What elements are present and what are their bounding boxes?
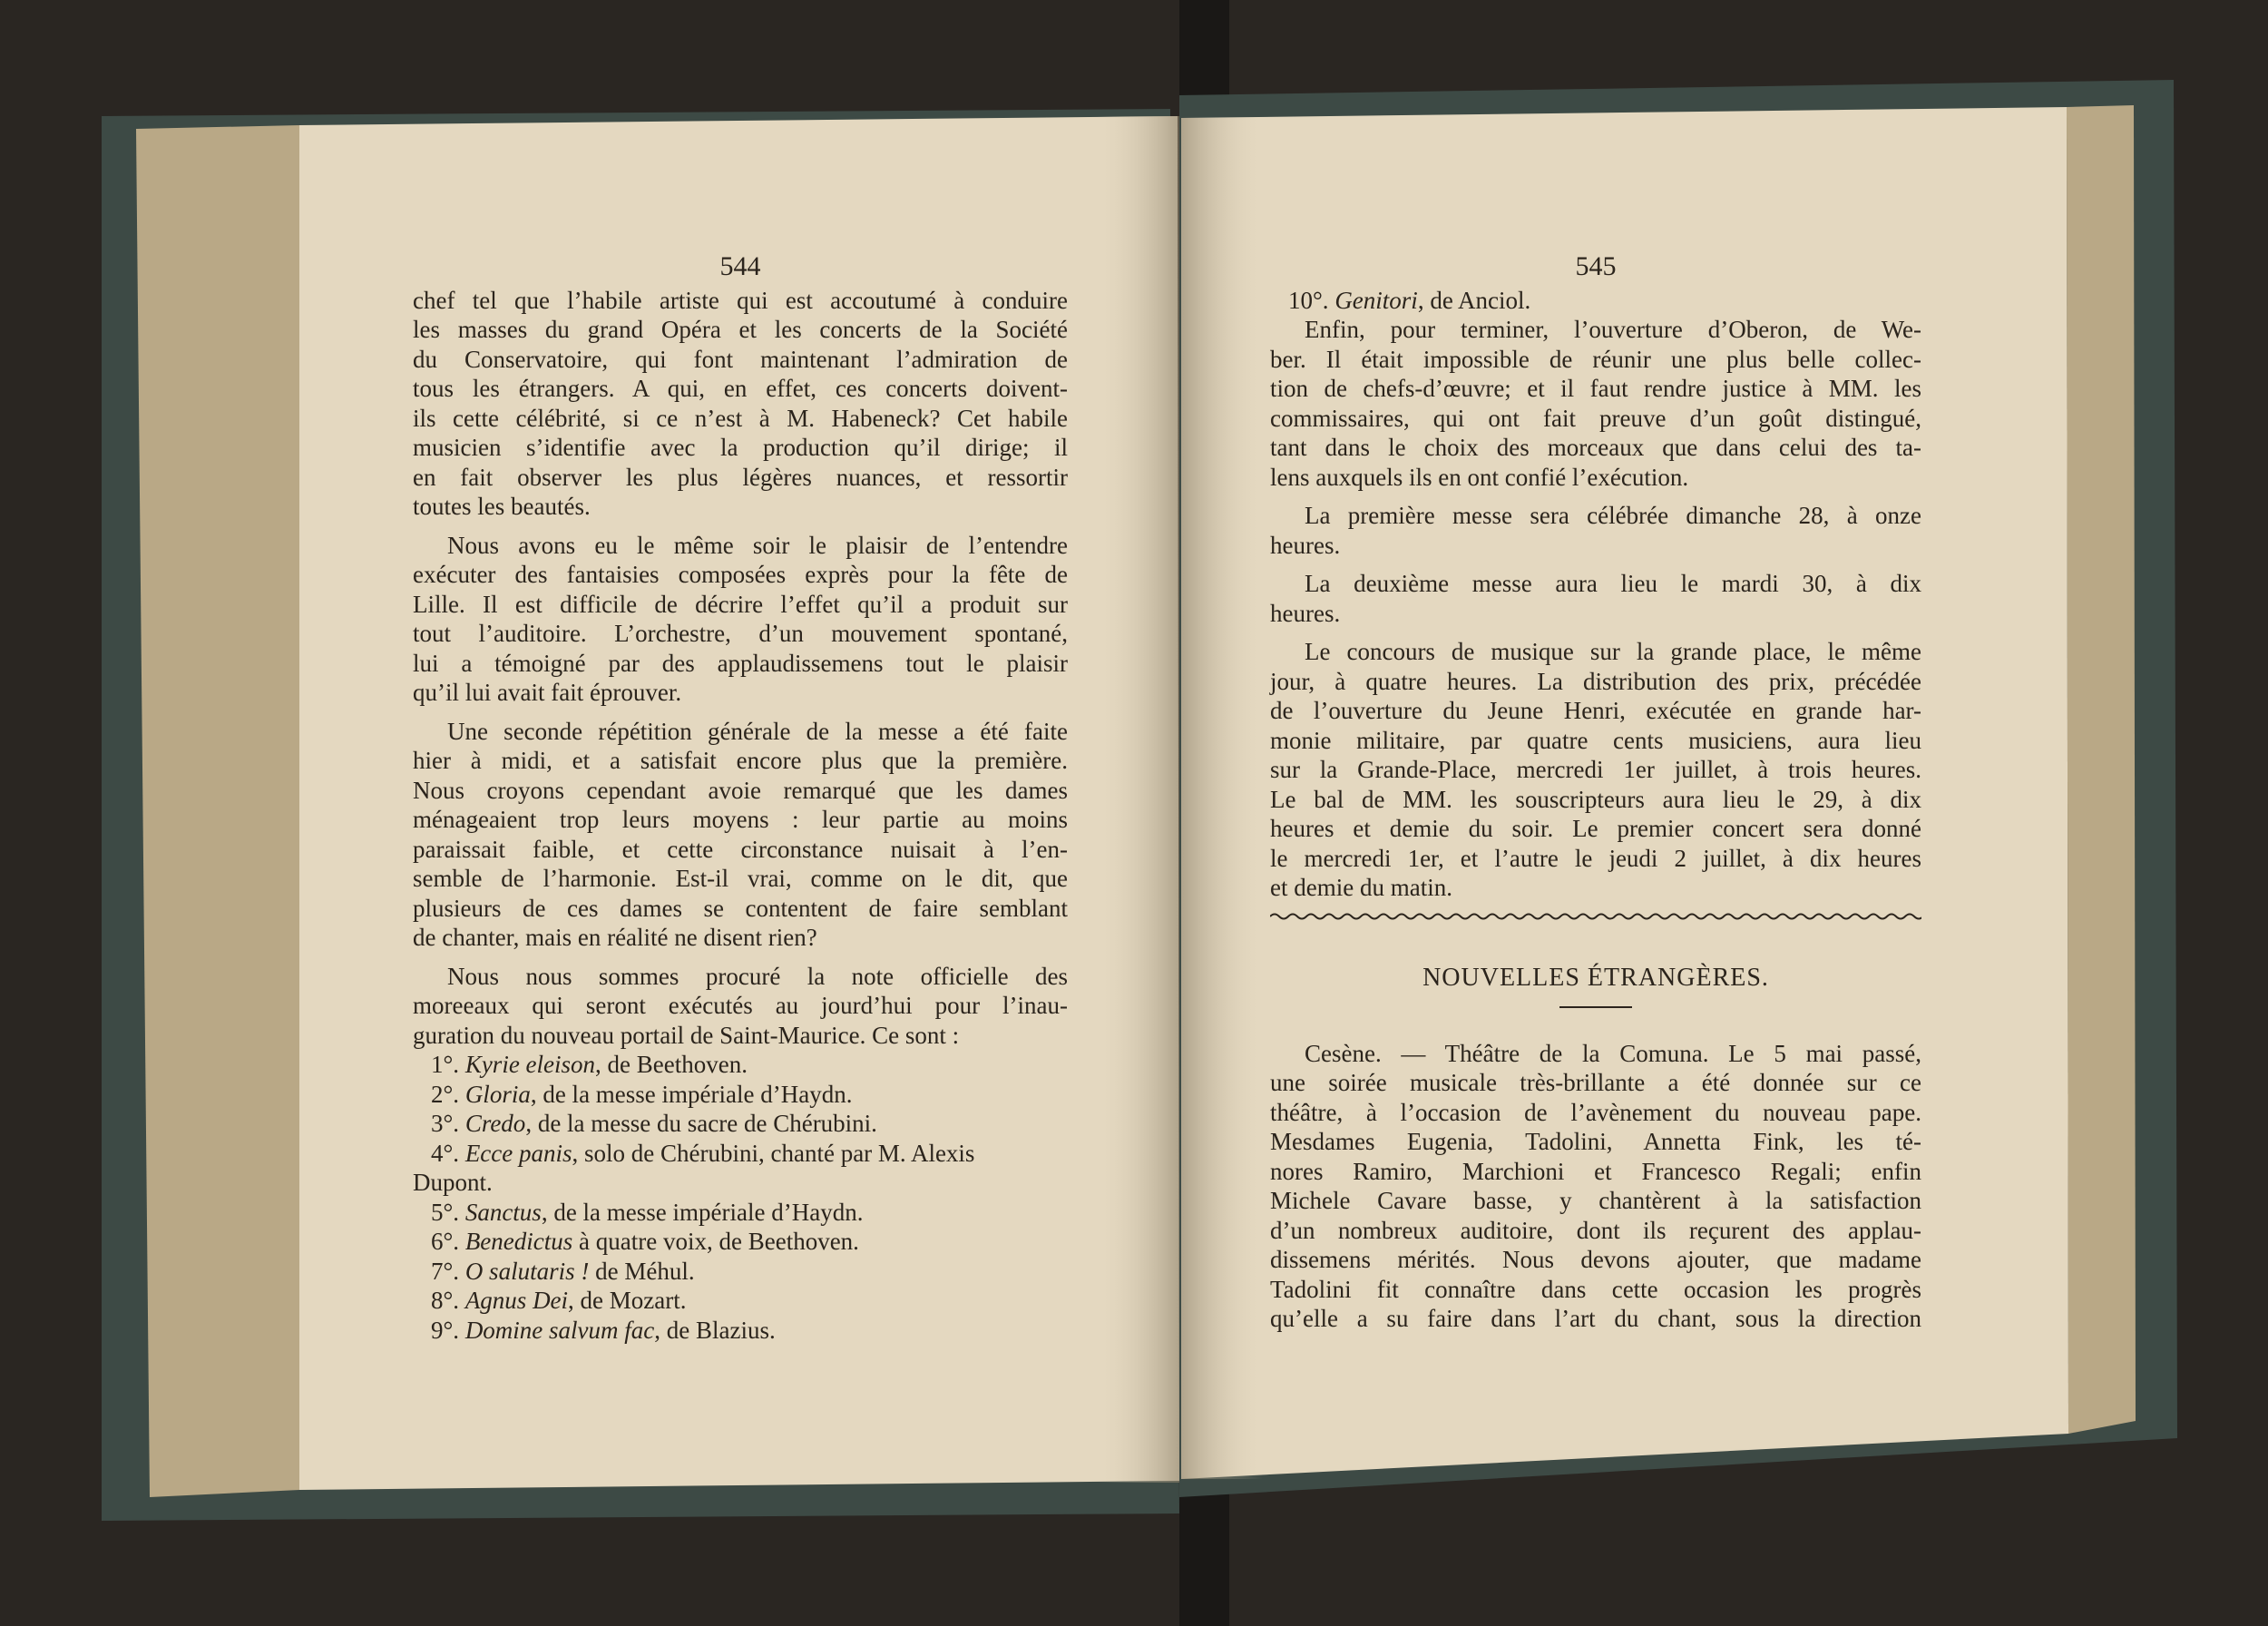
work-title: Genitori: [1334, 286, 1418, 314]
list-number: 1°.: [431, 1051, 465, 1078]
text-line: de l’ouverture du Jeune Henri, exécutée en grande har-: [1270, 697, 1921, 724]
list-number: 2°.: [431, 1080, 465, 1108]
text-line: le mercredi 1er, et l’autre le jeudi 2 juillet, à dix heures: [1270, 844, 1921, 872]
text-line: moreeaux qui seront exécutés au jourd’hui pour l’inau-: [413, 992, 1068, 1019]
text-line: semble de l’harmonie. Est-il vrai, comme on le dit, que: [413, 865, 1068, 892]
text-line: Mesdames Eugenia, Tadolini, Annetta Fink, les té-: [1270, 1128, 1921, 1155]
text-line: paraissait faible, et cette circonstance nuisait à l’en-: [413, 835, 1068, 863]
right-paragraph-5: [1270, 1039, 1921, 1334]
text-line: Tadolini fit connaître dans cette occasion les progrès: [1270, 1275, 1921, 1303]
list-detail: , de Blazius.: [654, 1316, 776, 1344]
list-detail: , de la messe du sacre de Chérubini.: [525, 1110, 877, 1137]
text-line: La deuxième messe aura lieu le mardi 30, à dix: [1305, 570, 1921, 597]
right-page-edges: [2067, 105, 2136, 1434]
text-line: théâtre, à l’occasion de l’avènement du nouveau pape.: [1270, 1098, 1921, 1126]
list-detail: , de la messe impériale d’Haydn.: [541, 1198, 864, 1226]
list-detail: de Méhul.: [589, 1257, 695, 1285]
work-title: O salutaris !: [464, 1257, 590, 1285]
right-first-item: [1270, 286, 1921, 316]
text-line: Le bal de MM. les souscripteurs aura lieu le 29, à dix: [1270, 785, 1921, 813]
text-line: heures.: [1270, 599, 1341, 627]
list-number: 6°.: [431, 1228, 465, 1255]
right-page-text: [1270, 252, 1921, 1334]
text-line: qu’elle a su faire dans l’art du chant, sous la direction: [1270, 1305, 1921, 1332]
text-line: Nous avons eu le même soir le plaisir de l’entendre: [447, 531, 1068, 559]
text-line: Le concours de musique sur la grande place, le même: [1305, 638, 1921, 665]
page-number-left: 544: [719, 251, 761, 281]
text-line: sur la Grande-Place, mercredi 1er juillet, à trois heures.: [1270, 756, 1921, 783]
list-detail: , de Beethoven.: [595, 1051, 748, 1078]
right-paragraph-1: [1270, 315, 1921, 492]
list-item: Dupont.: [413, 1169, 493, 1196]
short-rule: [1559, 1006, 1632, 1008]
text-line: tion de chefs-d’œuvre; et il faut rendre justice à MM. les: [1270, 375, 1921, 402]
right-paragraph-4: [1270, 628, 1921, 903]
left-list: [413, 1050, 1068, 1345]
list-item: [413, 1139, 1068, 1169]
work-title: Kyrie eleison: [464, 1051, 596, 1078]
text-line: en fait observer les plus légères nuances, et ressortir: [413, 463, 1068, 491]
list-item: [413, 1316, 1068, 1346]
text-line: Lille. Il est difficile de décrire l’effet qu’il a produit sur: [413, 590, 1068, 618]
left-page-text: [413, 252, 1068, 1345]
page-number-right: 545: [1575, 251, 1617, 281]
text-line: et demie du matin.: [1270, 874, 1452, 901]
list-item: [413, 1109, 1068, 1139]
list-item: [413, 1227, 1068, 1257]
text-line: tous les étrangers. A qui, en effet, ces concerts doivent-: [413, 375, 1068, 402]
text-line: une soirée musicale très-brillante a été donnée sur ce: [1270, 1069, 1921, 1096]
right-paragraph-2: [1270, 492, 1921, 560]
list-item: [413, 1050, 1068, 1080]
work-title: Benedictus: [464, 1228, 573, 1255]
list-number: 5°.: [431, 1198, 465, 1226]
text-line: Nous nous sommes procuré la note officielle des: [447, 962, 1068, 990]
work-title: Gloria: [464, 1080, 531, 1108]
list-detail: , de Mozart.: [568, 1287, 687, 1314]
text-line: lui a témoigné par des applaudissemens tout le plaisir: [413, 649, 1068, 677]
list-detail: , de la messe impériale d’Haydn.: [530, 1080, 853, 1108]
list-number: 3°.: [431, 1110, 465, 1137]
text-line: jour, à quatre heures. La distribution des prix, précédée: [1270, 667, 1921, 695]
text-line: Michele Cavare basse, y chantèrent à la satisfaction: [1270, 1187, 1921, 1214]
text-line: dissemens mérités. Nous devons ajouter, que madame: [1270, 1246, 1921, 1273]
text-line: qu’il lui avait fait éprouver.: [413, 679, 682, 706]
work-title: Sanctus: [464, 1198, 542, 1226]
text-line: d’un nombreux auditoire, dont ils reçurent des applau-: [1270, 1216, 1921, 1244]
text-line: exécuter des fantaisies composées exprès pour la fête de: [413, 561, 1068, 588]
list-item: [413, 1257, 1068, 1287]
text-line: guration du nouveau portail de Saint-Maurice. Ce sont :: [413, 1021, 960, 1049]
text-line: Enfin, pour terminer, l’ouverture d’Oberon, de We-: [1305, 316, 1921, 343]
list-item: [413, 1286, 1068, 1316]
wavy-divider: [1270, 912, 1921, 921]
text-line: toutes les beautés.: [413, 493, 591, 520]
text-line: de chanter, mais en réalité ne disent rien?: [413, 924, 817, 951]
text-line: musicien s’identifie avec la production qu’il dirige; il: [413, 434, 1068, 461]
text-line: les masses du grand Opéra et les concerts de la Société: [413, 316, 1068, 343]
left-page-edges: [136, 125, 299, 1497]
text-line: ber. Il était impossible de réunir une plus belle collec-: [1270, 345, 1921, 373]
text-line: tout l’auditoire. L’orchestre, d’un mouvement spontané,: [413, 620, 1068, 647]
text-line: commissaires, qui ont fait preuve d’un goût distingué,: [1270, 404, 1921, 432]
list-number: 8°.: [431, 1287, 465, 1314]
list-detail: , solo de Chérubini, chanté par M. Alexis: [572, 1139, 975, 1167]
list-number: 7°.: [431, 1257, 465, 1285]
text-line: Cesène. — Théâtre de la Comuna. Le 5 mai passé,: [1305, 1039, 1921, 1067]
work-title: Domine salvum fac: [464, 1316, 655, 1344]
work-title: Credo: [464, 1110, 526, 1137]
text-line: tant dans le choix des morceaux que dans celui des ta-: [1270, 434, 1921, 461]
text-line: heures et demie du soir. Le premier concert sera donné: [1270, 815, 1921, 842]
right-paragraph-3: [1270, 560, 1921, 628]
work-title: Ecce panis: [464, 1139, 572, 1167]
section-heading: NOUVELLES ÉTRANGÈRES.: [1422, 964, 1769, 992]
text-line: monie militaire, par quatre cents musiciens, aura lieu: [1270, 726, 1921, 754]
text-line: Nous croyons cependant avoie remarqué que les dames: [413, 776, 1068, 804]
text-line: ils cette célébrité, si ce n’est à M. Habeneck? Cet habile: [413, 404, 1068, 432]
list-item: [413, 1198, 1068, 1228]
text-line: heures.: [1270, 531, 1341, 559]
text-line: lens auxquels ils en ont confié l’exécution.: [1270, 463, 1689, 491]
list-detail: à quatre voix, de Beethoven.: [572, 1228, 859, 1255]
list-item: [1270, 286, 1921, 316]
text-line: plusieurs de ces dames se contentent de faire semblant: [413, 894, 1068, 922]
text-line: Une seconde répétition générale de la messe a été faite: [447, 717, 1068, 745]
list-item: [413, 1080, 1068, 1110]
list-number: 9°.: [431, 1316, 465, 1344]
text-line: La première messe sera célébrée dimanche 28, à onze: [1305, 502, 1921, 529]
work-title: Agnus Dei: [464, 1287, 569, 1314]
text-line: hier à midi, et a satisfait encore plus que la première.: [413, 747, 1068, 774]
left-body: [413, 286, 1068, 1051]
list-detail: , de Anciol.: [1417, 286, 1531, 314]
text-line: ménageaient trop leurs moyens : leur partie au moins: [413, 806, 1068, 833]
text-line: du Conservatoire, qui font maintenant l’admiration de: [413, 345, 1068, 373]
list-number: 10°.: [1288, 286, 1335, 314]
list-number: 4°.: [431, 1139, 465, 1167]
text-line: chef tel que l’habile artiste qui est accoutumé à conduire: [413, 286, 1068, 314]
text-line: nores Ramiro, Marchioni et Francesco Regali; enfin: [1270, 1157, 1921, 1185]
